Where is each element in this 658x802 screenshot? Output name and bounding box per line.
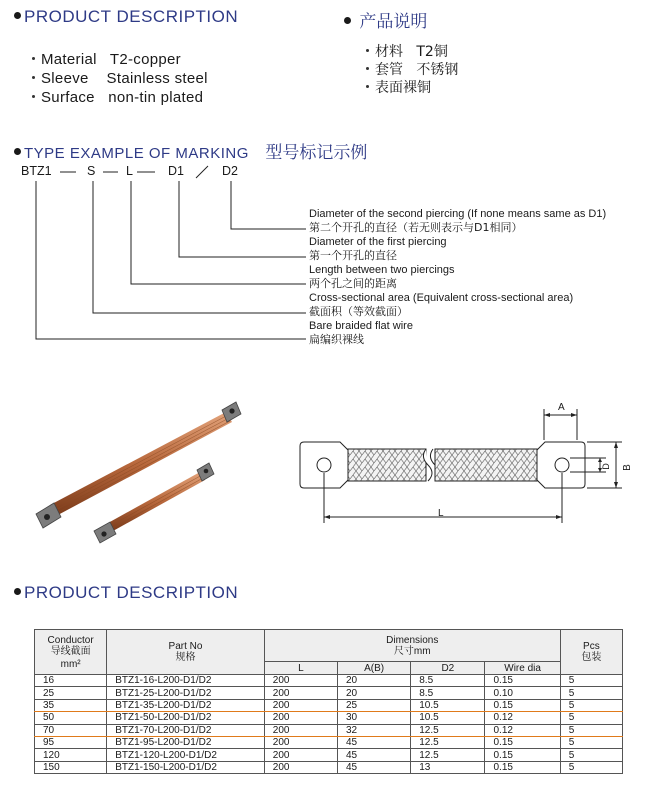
table-row: 35 BTZ1-35-L200-D1/D2 200 25 10.5 0.15 5 [35, 699, 623, 711]
bullet-icon [32, 95, 35, 98]
product-description-heading: PRODUCT DESCRIPTION [14, 7, 238, 27]
spec-item: Surface non-tin plated [30, 88, 208, 107]
leader-d1 [179, 181, 306, 257]
code-s: S [87, 164, 96, 178]
table-row: 25 BTZ1-25-L200-D1/D2 200 20 8.5 0.10 5 [35, 687, 623, 699]
table-heading: PRODUCT DESCRIPTION [14, 583, 238, 603]
leader-d2 [231, 181, 306, 229]
col-l: L [264, 662, 337, 675]
spec-item: Material T2-copper [30, 50, 208, 69]
code-l: L [126, 164, 133, 178]
spec-table [34, 629, 623, 774]
spec-item-cn: 套管 不锈钢 [364, 61, 458, 79]
table-row: 120 BTZ1-120-L200-D1/D2 200 45 12.5 0.15 5 [35, 749, 623, 761]
dim-a-label: A [558, 402, 565, 413]
table-row: 150 BTZ1-150-L200-D1/D2 200 45 13 0.15 5 [35, 761, 623, 773]
right-lug [537, 442, 585, 488]
marking-label-btz1: Bare braided flat wire 扁编织裸线 [309, 320, 413, 346]
product-description-heading-cn: 产品说明 [344, 7, 427, 32]
col-dimensions: Dimensions 尺寸mm [264, 630, 560, 662]
spec-item: Sleeve Stainless steel [30, 69, 208, 88]
marking-label-d1: Diameter of the first piercing 第一个开孔的直径 [309, 236, 447, 262]
marking-heading: TYPE EXAMPLE OF MARKING 型号标记示例 [14, 138, 367, 163]
col-conductor: Conductor 导线截面 mm² [35, 630, 107, 675]
code-d2: D2 [222, 164, 238, 178]
table-row: 16 BTZ1-16-L200-D1/D2 200 20 8.5 0.15 5 [35, 675, 623, 687]
col-wire-dia: Wire dia [485, 662, 560, 675]
leader-s [93, 181, 306, 313]
dim-l-label: L [438, 508, 444, 519]
technical-drawing [290, 395, 630, 530]
leader-btz1 [36, 181, 306, 339]
bullet-icon [32, 76, 35, 79]
dim-b-label: B [621, 464, 633, 471]
spec-item-cn: 表面裸铜 [364, 79, 458, 97]
heading-bullet-icon [14, 588, 21, 595]
bullet-icon [366, 85, 369, 88]
table-row: 50 BTZ1-50-L200-D1/D2 200 30 10.5 0.12 5 [35, 712, 623, 724]
leader-l [131, 181, 306, 284]
braid-left [348, 449, 426, 481]
marking-label-l: Length between two piercings 两个孔之间的距离 [309, 264, 455, 290]
table-row: 95 BTZ1-95-L200-D1/D2 200 45 12.5 0.15 5 [35, 736, 623, 748]
table-row: 70 BTZ1-70-L200-D1/D2 200 32 12.5 0.12 5 [35, 724, 623, 736]
bullet-icon [32, 57, 35, 60]
heading-bullet-icon [14, 12, 21, 19]
code-btz1: BTZ1 [21, 164, 52, 178]
braid-right [435, 449, 537, 481]
product-photo [28, 400, 258, 550]
marking-label-d2: Diameter of the second piercing (If none means same as D1) 第二个开孔的直径（若无则表示与D1相同） [309, 208, 607, 234]
code-slash [196, 166, 208, 178]
marking-label-s: Cross-sectional area (Equivalent cross-sectional area) 截面积（等效截面） [309, 292, 574, 318]
col-d2: D2 [411, 662, 485, 675]
spec-list-cn [364, 43, 458, 97]
col-pcs: Pcs 包装 [560, 630, 622, 675]
dim-d-label: D [600, 463, 611, 470]
bullet-icon [366, 67, 369, 70]
code-d1: D1 [168, 164, 184, 178]
bullet-icon [366, 49, 369, 52]
spec-item-cn: 材料 T2铜 [364, 43, 458, 61]
col-a-b: A(B) [338, 662, 411, 675]
spec-list-en [30, 50, 208, 107]
col-part-no: Part No 规格 [107, 630, 265, 675]
heading-bullet-icon [344, 17, 351, 24]
